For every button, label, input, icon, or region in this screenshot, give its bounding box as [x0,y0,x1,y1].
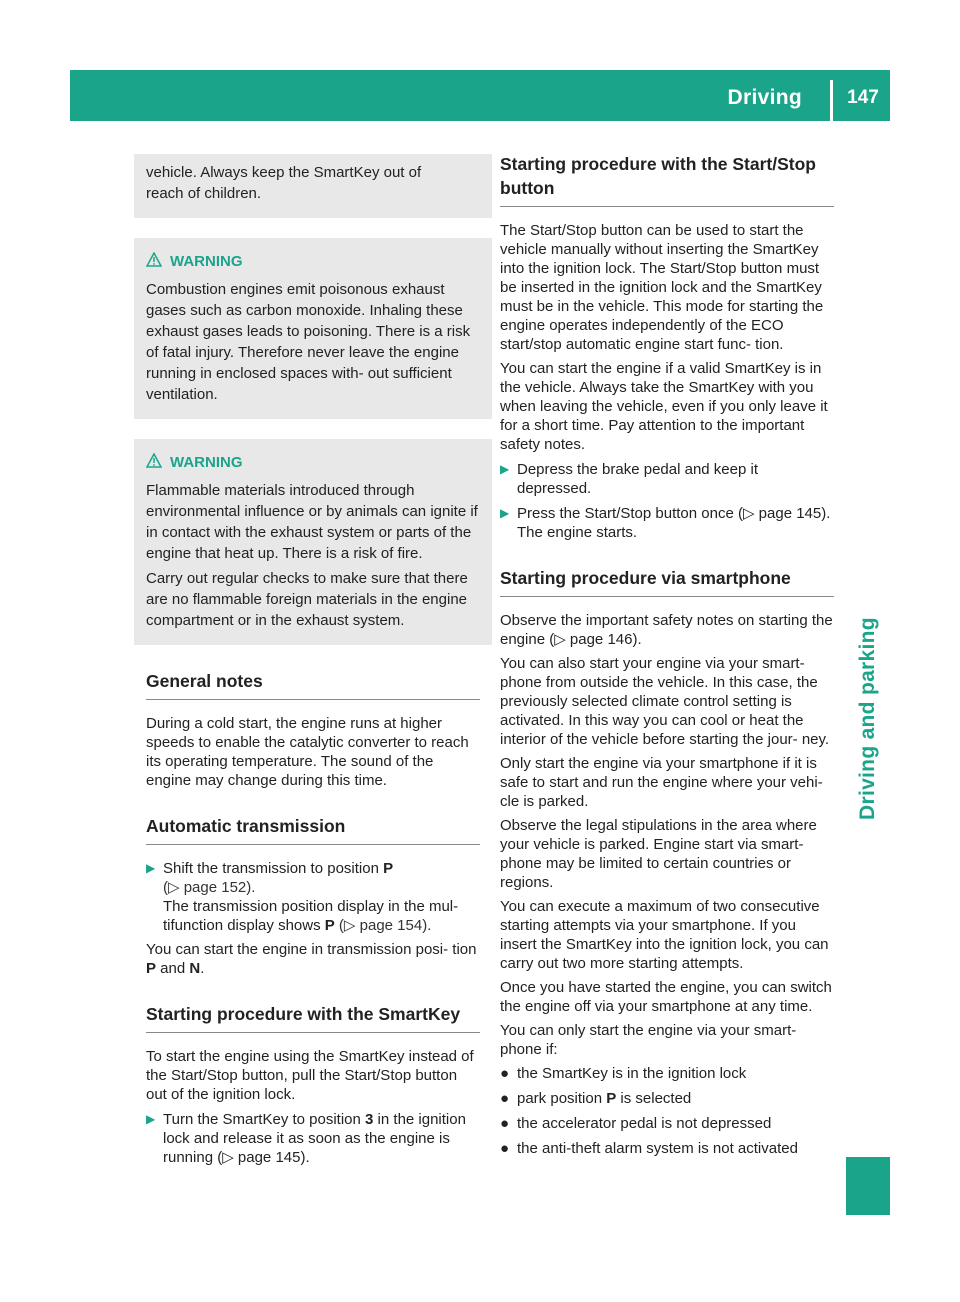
warning-triangle-icon [146,453,170,472]
box-text-line: reach of children. [146,185,262,202]
page-reference: (▷ page 152). [163,879,256,896]
section-heading: Starting procedure via smartphone [500,566,834,597]
instruction-step [500,460,834,498]
page-section-title: Driving [727,86,802,109]
step-text: Depress the brake pedal and keep it depressed. [517,461,758,497]
section-heading: General notes [146,669,480,700]
step-arrow-icon: ▶ [500,506,510,520]
warning-box [134,439,492,645]
warning-triangle-icon [146,252,170,271]
bullet-icon: ● [500,1065,510,1082]
chapter-tab [846,300,890,820]
warning-heading [146,252,480,271]
body-text: Only start the engine via your smartphone if it is safe to start and run the engine where your vehi- cle is parked. [500,755,823,810]
body-text: You can start the engine in transmission posi- tion P and N. [146,941,477,977]
step-text: Shift the transmission to position P (▷ page 152). The transmission position display in the mul- tifunction display shows P (▷ page 154). [163,860,459,934]
warning-text: Flammable materials introduced through environmental influence or by animals can ignite if in contact with the exhaust system or parts of the engine that heat up. There is a risk of fire. [146,482,478,562]
step-text: Turn the SmartKey to position 3 in the ignition lock and release it as soon as the engine is running (▷ page 145). [163,1111,466,1166]
body-text: You can also start your engine via your smart- phone from outside the vehicle. In this case, the previously selected climate control setting is activated. In this way you can cool or heat the interior of the vehicle before starting the jour- ney. [500,655,830,748]
body-text: You can only start the engine via your smart- phone if: [500,1022,797,1058]
step-arrow-icon: ▶ [146,1112,156,1126]
warning-text: Carry out regular checks to make sure that there are no flammable foreign materials in the engine compartment or in the exhaust system. [146,570,468,629]
header-bar [70,70,890,121]
right-column [500,150,834,1164]
body-text: Once you have started the engine, you can switch the engine off via your smartphone at any time. [500,979,832,1015]
body-text: You can execute a maximum of two consecutive starting attempts via your smartphone. If you insert the SmartKey into the ignition lock, you can carry out two more starting attempts. [500,898,829,972]
list-item: ● the accelerator pedal is not depressed [500,1115,772,1132]
chapter-tab-label: Driving and parking [856,617,879,820]
step-text: Press the Start/Stop button once (▷ page 145). The engine starts. [517,505,831,541]
warning-label: WARNING [170,454,243,471]
chapter-marker [846,1157,890,1215]
body-text: During a cold start, the engine runs at higher speeds to enable the catalytic converter to reach its operating temperature. The sound of the engine may change during this time. [146,715,469,789]
box-text-line: vehicle. Always keep the SmartKey out of [146,164,422,181]
warning-continuation-box [134,154,492,218]
body-text: Observe the important safety notes on starting the engine (▷ page 146). [500,612,833,648]
section-heading: Starting procedure with the Start/Stop button [500,152,834,207]
warning-box [134,238,492,419]
body-text: The Start/Stop button can be used to start the vehicle manually without inserting the SmartKey into the ignition lock. The Start/Stop button must be inserted in the ignition lock and the SmartKey must be in the vehicle. This mode for starting the engine operates independently of the ECO start/stop automatic engine start func- tion. [500,222,824,353]
bullet-icon: ● [500,1140,510,1157]
warning-text: Combustion engines emit poisonous exhaust gases such as carbon monoxide. Inhaling these exhaust gases leads to poisoning. There is a risk of fatal injury. Therefore never leave the engine running in enclosed spaces with- out sufficient ventilation. [146,281,471,403]
bullet-icon: ● [500,1090,510,1107]
bullet-icon: ● [500,1115,510,1132]
section-heading: Automatic transmission [146,814,480,845]
warning-label: WARNING [170,253,243,270]
instruction-step [146,1110,480,1167]
section-heading: Starting procedure with the SmartKey [146,1002,480,1033]
instruction-step [146,859,480,935]
step-arrow-icon: ▶ [146,861,156,875]
body-text: To start the engine using the SmartKey instead of the Start/Stop button, pull the Start/Stop button out of the ignition lock. [146,1048,474,1103]
body-text: Observe the legal stipulations in the area where your vehicle is parked. Engine start via smart- phone may be limited to certain countries or regions. [500,817,817,891]
list-item: ● the anti-theft alarm system is not activated [500,1140,798,1157]
list-item: ● park position P is selected [500,1090,692,1107]
warning-heading [146,453,480,472]
left-column [146,150,480,1172]
instruction-step [500,504,834,542]
body-text: You can start the engine if a valid SmartKey is in the vehicle. Always take the SmartKey with you when leaving the vehicle, even if you only leave it for a short time. Pay attention to the important safety notes. [500,360,828,453]
header-separator [830,80,833,121]
page-number: 147 [847,87,879,108]
step-arrow-icon: ▶ [500,462,510,476]
page-reference: (▷ page 154). [334,917,432,934]
list-item: ● the SmartKey is in the ignition lock [500,1065,747,1082]
